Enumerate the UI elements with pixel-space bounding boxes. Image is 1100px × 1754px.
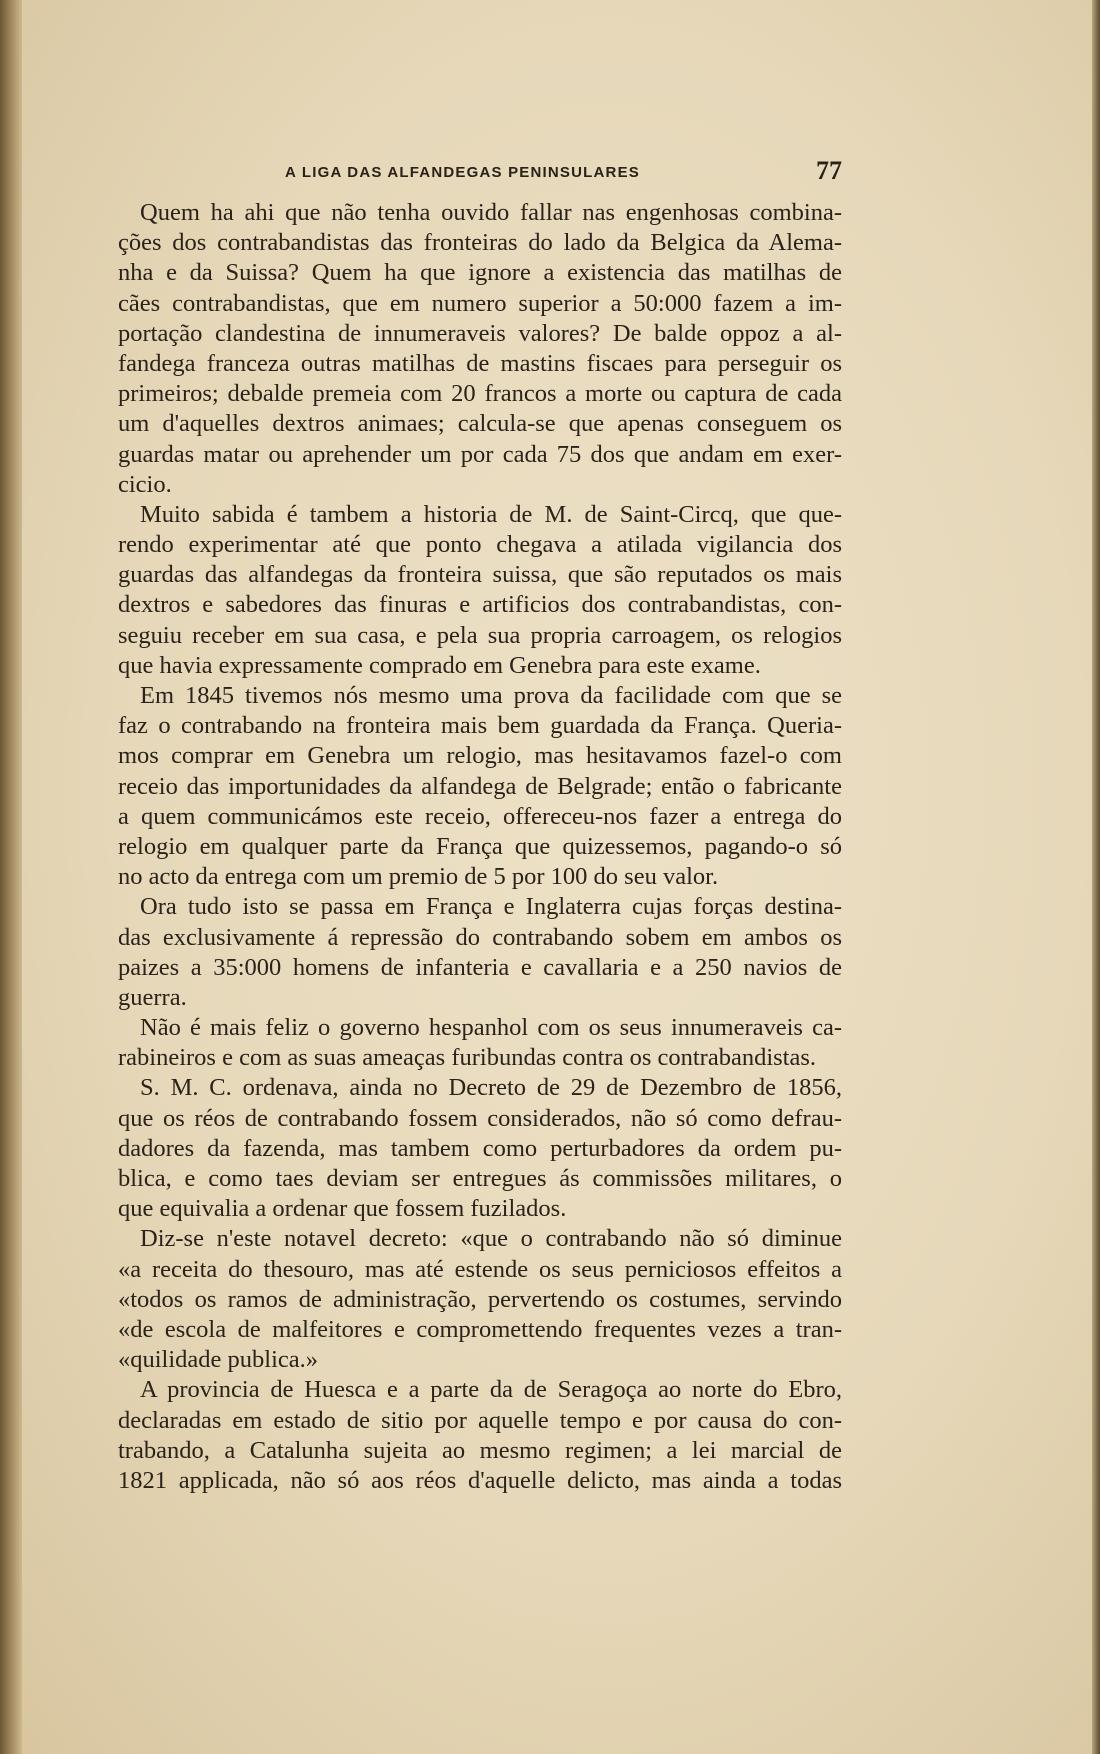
text-line: paizes a 35:000 homens de infanteria e cavallaria e a 250 navios de xyxy=(118,953,842,981)
text-line: receio das importunidades da alfandega de Belgrade; então o fabricante xyxy=(118,772,842,800)
text-line: mos comprar em Genebra um relogio, mas hesitavamos fazel-o com xyxy=(118,742,842,770)
text-line: blica, e como taes deviam ser entregues ás commissões militares, o xyxy=(118,1165,842,1192)
text-line: que equivalia a ordenar que fossem fuzilados. xyxy=(118,1195,567,1223)
text-line: «quilidade publica.» xyxy=(118,1346,319,1374)
text-line: seguiu receber em sua casa, e pela sua propria carroagem, os relogios xyxy=(118,621,842,649)
running-header xyxy=(120,156,846,190)
text-line: rendo experimentar até que ponto chegava a atilada vigilancia dos xyxy=(118,531,842,559)
text-line: guardas das alfandegas da fronteira suissa, que são reputados os mais xyxy=(118,561,842,589)
text-line: guerra. xyxy=(118,983,187,1011)
text-line: nha e da Suissa? Quem ha que ignore a existencia das matilhas de xyxy=(118,259,842,287)
text-line: que os réos de contrabando fossem considerados, não só como defrau- xyxy=(118,1104,842,1132)
text-line: cães contrabandistas, que em numero superior a 50:000 fazem a im- xyxy=(118,289,842,317)
text-line: fandega franceza outras matilhas de mastins fiscaes para perseguir os xyxy=(118,349,842,377)
text-line: Muito sabida é tambem a historia de M. de Saint-Circq, que que- xyxy=(140,500,842,528)
text-line: ções dos contrabandistas das fronteiras do lado da Belgica da Alema- xyxy=(118,229,842,257)
text-line: primeiros; debalde premeia com 20 francos a morte ou captura de cada xyxy=(118,380,842,408)
text-line: «todos os ramos de administração, pervertendo os costumes, servindo xyxy=(118,1285,842,1313)
text-line: dadores da fazenda, mas tambem como perturbadores da ordem pu- xyxy=(118,1134,842,1162)
text-line: Quem ha ahi que não tenha ouvido fallar nas engenhosas combina- xyxy=(140,199,842,226)
text-line: no acto da entrega com um premio de 5 por 100 do seu valor. xyxy=(118,863,719,891)
text-line: que havia expressamente comprado em Genebra para este exame. xyxy=(118,651,761,679)
text-line: das exclusivamente á repressão do contrabando sobem em ambos os xyxy=(118,923,842,951)
text-line: 1821 applicada, não só aos réos d'aquelle delicto, mas ainda a todas xyxy=(118,1466,842,1494)
running-title: A LIGA DAS ALFANDEGAS PENINSULARES xyxy=(285,164,640,181)
text-line: Ora tudo isto se passa em França e Inglaterra cujas forças destina- xyxy=(140,893,842,921)
body-text xyxy=(118,198,842,1496)
text-line: cicio. xyxy=(118,470,172,498)
text-line: faz o contrabando na fronteira mais bem guardada da França. Queria- xyxy=(118,712,842,740)
page-edge-shadow xyxy=(1092,0,1100,1754)
text-line: relogio em qualquer parte da França que quizessemos, pagando-o só xyxy=(118,832,842,860)
text-line: «a receita do thesouro, mas até estende os seus perniciosos effeitos a xyxy=(118,1255,842,1283)
text-line: Não é mais feliz o governo hespanhol com os seus innumeraveis ca- xyxy=(140,1014,842,1042)
page-number: 77 xyxy=(816,156,842,185)
text-line: «de escola de malfeitores e compromettendo frequentes vezes a tran- xyxy=(118,1315,842,1343)
text-line: portação clandestina de innumeraveis valores? De balde oppoz a al- xyxy=(118,319,842,347)
text-line: Em 1845 tivemos nós mesmo uma prova da facilidade com que se xyxy=(140,682,842,709)
text-line: rabineiros e com as suas ameaças furibundas contra os contrabandistas. xyxy=(118,1044,817,1072)
text-line: A provincia de Huesca e a parte da de Seragoça ao norte do Ebro, xyxy=(140,1376,842,1404)
text-line: dextros e sabedores das finuras e artificios dos contrabandistas, con- xyxy=(118,591,842,619)
text-line: declaradas em estado de sitio por aquelle tempo e por causa do con- xyxy=(118,1406,842,1434)
text-line: trabando, a Catalunha sujeita ao mesmo regimen; a lei marcial de xyxy=(118,1436,842,1464)
text-line: S. M. C. ordenava, ainda no Decreto de 29 de Dezembro de 1856, xyxy=(140,1074,842,1102)
text-line: Diz-se n'este notavel decreto: «que o contrabando não só diminue xyxy=(140,1225,842,1253)
text-line: a quem communicámos este receio, offereceu-nos fazer a entrega do xyxy=(118,802,842,830)
book-spine-shadow xyxy=(0,0,22,1754)
text-line: guardas matar ou aprehender um por cada 75 dos que andam em exer- xyxy=(118,440,842,468)
text-line: um d'aquelles dextros animaes; calcula-se que apenas conseguem os xyxy=(118,410,842,438)
